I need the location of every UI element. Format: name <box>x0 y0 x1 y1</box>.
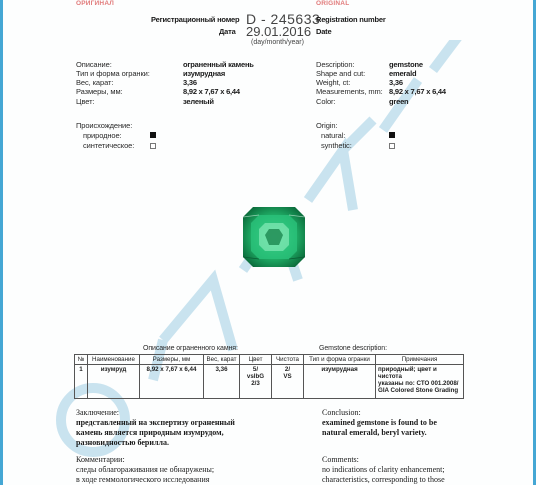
detail-label-en-weight: Weight, ct: <box>316 78 351 87</box>
cell-notes <box>376 365 464 399</box>
cell-number: 1 <box>75 365 88 399</box>
cell-weight: 3,36 <box>204 365 240 399</box>
detail-label-en-color: Color: <box>316 97 336 106</box>
detail-value-en-description: gemstone <box>389 60 423 69</box>
detail-label-ru-description: Описание: <box>76 60 112 69</box>
synthetic-checkbox-ru <box>150 143 156 149</box>
detail-label-ru-size: Размеры, мм: <box>76 87 123 96</box>
cell-name: изумруд <box>88 365 140 399</box>
detail-value-ru-size: 8,92 х 7,67 х 6,44 <box>183 87 240 96</box>
cell-color-line1: 5/ <box>252 366 259 373</box>
header-size: Размеры, мм <box>140 355 204 365</box>
detail-value-ru-color: зеленый <box>183 97 214 106</box>
conclusion-line-ru-1: представленный на экспертизу ограненный <box>76 418 235 427</box>
header-weight: Вес, карат <box>204 355 240 365</box>
gemstone-table <box>74 354 464 399</box>
date-format-note: (day/month/year) <box>251 39 304 46</box>
detail-label-ru-color: Цвет: <box>76 97 95 106</box>
cell-notes-line2: указаны по: СТО 001.2008/ <box>378 380 459 387</box>
detail-value-ru-description: ограненный камень <box>183 60 254 69</box>
cell-clarity <box>272 365 304 399</box>
conclusion-line-en-2: natural emerald, beryl variety. <box>322 428 427 437</box>
detail-value-ru-weight: 3,36 <box>183 78 197 87</box>
original-label-ru: ОРИГИНАЛ <box>76 0 115 7</box>
comments-line-ru-2: в ходе геммологического исследования <box>76 475 210 484</box>
conclusion-title-ru: Заключение: <box>76 408 120 417</box>
header-color: Цвет <box>240 355 272 365</box>
detail-label-en-cut: Shape and cut: <box>316 69 366 78</box>
natural-checkbox-ru <box>150 132 156 138</box>
comments-line-en-2: characteristics, corresponding to those <box>322 475 445 484</box>
cell-cut: изумрудная <box>304 365 376 399</box>
header-clarity: Чистота <box>272 355 304 365</box>
cell-notes-line3: GIA Colored Stone Grading <box>378 387 459 394</box>
date-label-en: Date <box>316 27 332 36</box>
cell-notes-line1: природный; цвет и чистота <box>378 366 437 380</box>
header-notes: Примечания <box>376 355 464 365</box>
origin-title-ru: Происхождение: <box>76 121 133 130</box>
detail-value-en-color: green <box>389 97 409 106</box>
detail-value-ru-cut: изумрудная <box>183 69 226 78</box>
table-title-ru: Описание ограненного камня: <box>143 345 238 352</box>
gemstone-photo <box>243 207 305 267</box>
conclusion-line-ru-2: камень является природным изумрудом, <box>76 428 224 437</box>
table-header-row <box>75 355 464 365</box>
origin-title-en: Origin: <box>316 121 338 130</box>
conclusion-line-ru-3: разновидностью берилла. <box>76 438 169 447</box>
cell-size: 8,92 х 7,67 х 6,44 <box>140 365 204 399</box>
date-label-ru: Дата <box>219 27 236 36</box>
comments-title-ru: Комментарии: <box>76 455 125 464</box>
comments-line-en-1: no indications of clarity enhancement; <box>322 465 445 474</box>
header-cut: Тип и форма огранки <box>304 355 376 365</box>
cell-color-line2: vslbG 2/3 <box>246 373 265 387</box>
table-title-en: Gemstone description: <box>319 345 387 352</box>
registration-date: 29.01.2016 <box>246 24 312 39</box>
detail-value-en-weight: 3,36 <box>389 78 403 87</box>
comments-line-ru-1: следы облагораживания не обнаружены; <box>76 465 215 474</box>
detail-label-ru-weight: Вес, карат: <box>76 78 114 87</box>
header-name: Наименование <box>88 355 140 365</box>
detail-value-en-size: 8,92 x 7,67 x 6,44 <box>389 87 446 96</box>
header-number: № <box>75 355 88 365</box>
cell-color <box>240 365 272 399</box>
origin-synthetic-label-ru: синтетическое: <box>83 141 135 150</box>
detail-label-ru-cut: Тип и форма огранки: <box>76 69 150 78</box>
registration-label-en: Registration number <box>316 15 386 24</box>
detail-label-en-size: Measurements, mm: <box>316 87 383 96</box>
registration-label-ru: Регистрационный номер <box>151 15 240 24</box>
cell-clarity-line2: VS <box>283 373 292 380</box>
original-label-en: ORIGINAL <box>316 0 350 7</box>
natural-checkbox-en <box>389 132 395 138</box>
origin-synthetic-label-en: synthetic: <box>321 141 352 150</box>
conclusion-line-en-1: examined gemstone is found to be <box>322 418 437 427</box>
conclusion-title-en: Conclusion: <box>322 408 361 417</box>
table-row <box>75 365 464 399</box>
origin-natural-label-ru: природное: <box>83 131 122 140</box>
comments-title-en: Comments: <box>322 455 359 464</box>
detail-label-en-description: Description: <box>316 60 355 69</box>
origin-natural-label-en: natural: <box>321 131 346 140</box>
detail-value-en-cut: emerald <box>389 69 417 78</box>
registration-number: D - 245633 <box>246 11 321 27</box>
cell-clarity-line1: 2/ <box>284 366 291 373</box>
synthetic-checkbox-en <box>389 143 395 149</box>
